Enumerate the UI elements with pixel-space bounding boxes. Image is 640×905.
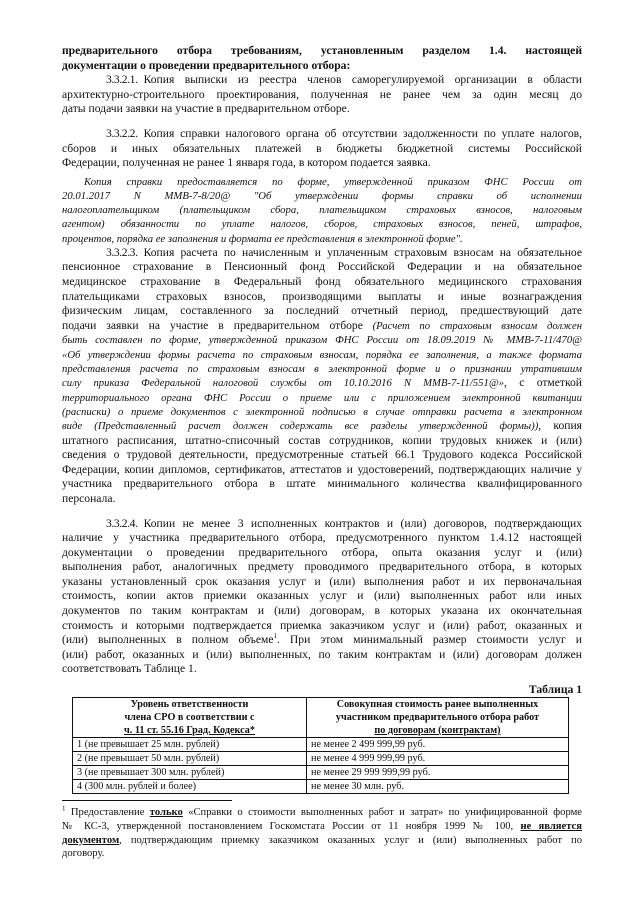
text-line: быть составлен по форме, утвержденной приказом ФНС России от 18.09.2019 № ММВ-7-11/470@ [62,334,582,347]
text-line: , с отметкой [504,375,582,389]
text-line: подачи заявки на участие в предварительном отборе [62,318,363,332]
cost-cell: не менее 30 млн. руб. [307,780,569,794]
text-line: пенсионное страхование в Пенсионный фонд Российской Федерации и на обязательное [62,260,582,274]
text-line: указаны установленный срок оказания услуг и (или) выполнения работ и их первоначальная [62,574,582,588]
text-line: (расписки) о приеме документов с электронной подписью в случае отправки расчета в электронном [62,405,582,418]
footnote-text: договору. [62,848,105,860]
text-line: физическим лицам, составленного за последний отчетный период, предшествующий дате [62,304,582,318]
text-line: Федерации, полученная не ранее 1 января года, в котором подается заявка. [62,156,431,170]
text-line: стоимость, копии актов приемки оказанных услуг и (или) выполненных работ или иных [62,589,582,603]
cost-cell: не менее 29 999 999,99 руб. [307,766,569,780]
text-line: территориального органа ФНС России о приеме или с приложением электронной квитанции [62,391,582,404]
clause-3-3-2-1 [62,73,582,117]
text-line: документов по таким контрактам и (или) договорам, в которых указана их окончательная [62,604,582,618]
footnote-text: , подтверждающим приемку заказчиком оказанных услуг и (или) выполненных работ по [119,834,582,846]
text-line: предварительного отбора требованиям, установленным разделом 1.4. настоящей [62,44,582,57]
header-text: участником предварительного отбора работ [335,712,540,724]
text-line: Копия выписки из реестра членов саморегулируемой организации в области [143,73,582,87]
footnote-mark: 1 [62,804,66,813]
text-line: Копия справки предоставляется по форме, утвержденной приказом ФНС России от [84,175,582,188]
text-line: документации о проведении предварительного отбора, опыта оказания услуг и (или) [62,545,582,559]
text-line: стоимость и которыми подтверждается приемка заказчиком услуг и (или) работ, оказанных и [62,618,582,632]
text-line: агентом) обязанности по уплате налогов, сборов, страховых взносов, пеней, штрафов, [62,218,582,231]
text-line: 20.01.2017 N ММВ-7-8/20@ "Об утверждении формы справки об исполнении [62,189,582,202]
intro-paragraph [62,44,582,73]
header-text: Уровень ответственности [130,699,249,711]
clause-number: 3.3.2.2. [106,126,138,140]
footnote-text: № КС-3, утвержденной постановлением Госкомстата России от 11 ноября 1999 № 100, [62,820,521,832]
footnote-ref: 1 [273,632,278,641]
text-line: Копия справки налогового органа об отсутствии задолженности по уплате налогов, [143,126,582,140]
text-line: (или) выполненных в полном объеме [62,633,274,647]
clause-number: 3.3.2.1. [106,73,138,87]
text-line: «Об утверждении формы расчета по страховым взносам, порядка ее заполнения, а также формата [62,348,582,361]
footnote-separator [62,800,232,801]
text-line: виде (Представленный расчет должен содержать все разделы утвержденной формы)) [62,419,539,432]
text-line: представления расчета по страховым взносам в электронной форме и о признании утратившим [62,362,582,375]
text-line: наличие у участника предварительного отбора, предусмотренного пунктом 1.4.12 настоящей [62,531,582,545]
text-line: Копия расчета по начисленным и уплаченным страховым взносам на обязательное [143,245,582,259]
clause-3-3-2-2-note [62,175,582,246]
text-line: даты подачи заявки на участие в предварительном отборе. [62,102,350,116]
document-page [62,44,582,794]
text-line: плательщиками страховых взносов, производящими выплаты и иные вознаграждения [62,289,582,303]
table-caption: Таблица 1 [528,683,582,697]
level-cell: 4 (300 млн. рублей и более) [73,780,307,794]
text-line: (Расчет по страховым взносам должен [362,319,582,332]
clause-number: 3.3.2.3. [106,245,138,259]
header-text: члена СРО в соответствии с [124,712,255,724]
clause-3-3-2-2 [62,127,582,171]
text-line: Копии не менее 3 исполненных контрактов и (или) договоров, подтверждающих [143,516,582,530]
header-cell-level [73,698,307,738]
text-line: участника предварительного отбора в штате минимального количества квалифицированного [62,477,582,491]
text-line: персонала. [62,491,116,505]
header-text: Совокупная стоимость ранее выполненных [336,699,539,711]
text-line: налогоплательщиком (плательщиком сбора, плательщиком страховых взносов, налоговым [62,204,582,217]
text-line: силу приказа Федеральной налоговой службы от 10.10.2016 N ММВ-7-11/551@» [62,376,505,389]
text-line: , копия [538,418,582,432]
cost-table [72,697,569,794]
text-line: медицинское страхование в Федеральный фонд обязательного медицинского страхования [62,274,582,288]
text-line: соответствовать Таблице 1. [62,662,197,676]
header-cell-cost [307,698,569,738]
level-cell: 3 (не превышает 300 млн. рублей) [73,766,307,780]
text-line: штатного расписания, штатно-списочный состав сотрудников, копии трудовых книжек и (или) [62,433,582,447]
text-line: выполнения работ, аналогичных предмету проводимого предварительного отбора, в которых [62,560,582,574]
table-header-row [73,698,569,738]
footnote-text: «Справки о стоимости выполненных работ и затрат» по унифицированной форме [182,807,583,818]
text-line: сборов и иных обязательных платежей в бюджеты бюджетной системы Российской [62,141,582,155]
footnote-emphasis: документом [62,834,120,846]
text-line: архитектурно-строительного проектирования, полученная не ранее чем за один месяц до [62,87,582,101]
table-row [73,738,569,752]
clause-3-3-2-4 [62,517,582,678]
text-line: (или) работ, оказанных и (или) выполненных, по таким контрактам и (или) договорам должен [62,647,582,661]
footnote-emphasis: только [149,807,183,818]
text-line: документации о проведении предварительного отбора: [62,58,351,72]
cost-cell: не менее 2 499 999,99 руб. [307,738,569,752]
cost-cell: не менее 4 999 999,99 руб. [307,752,569,766]
header-text: ч. 11 ст. 55.16 Град. Кодекса* [124,725,255,737]
footnote [62,806,582,861]
footnote-emphasis: не является [520,820,582,832]
text-line: процентов, порядка ее заполнения и формата ее представления в электронной форме". [62,232,463,245]
table-row [73,752,569,766]
footnote-text: Предоставление [65,807,150,818]
level-cell: 2 (не превышает 50 млн. рублей) [73,752,307,766]
clause-3-3-2-3 [62,246,582,507]
table-row [73,780,569,794]
text-line: Федерации, копии дипломов, сертификатов, аттестатов и удостоверений, подтверждающих наличие у [62,462,582,476]
table-row [73,766,569,780]
level-cell: 1 (не превышает 25 млн. рублей) [73,738,307,752]
text-line: . При этом минимальный размер стоимости услуг и [277,633,582,647]
text-line: сведения о трудовой деятельности, предусмотренные статьей 66.1 Трудового кодекса Российской [62,448,582,462]
header-text: по договорам (контрактам) [374,725,501,737]
clause-number: 3.3.2.4. [106,516,138,530]
